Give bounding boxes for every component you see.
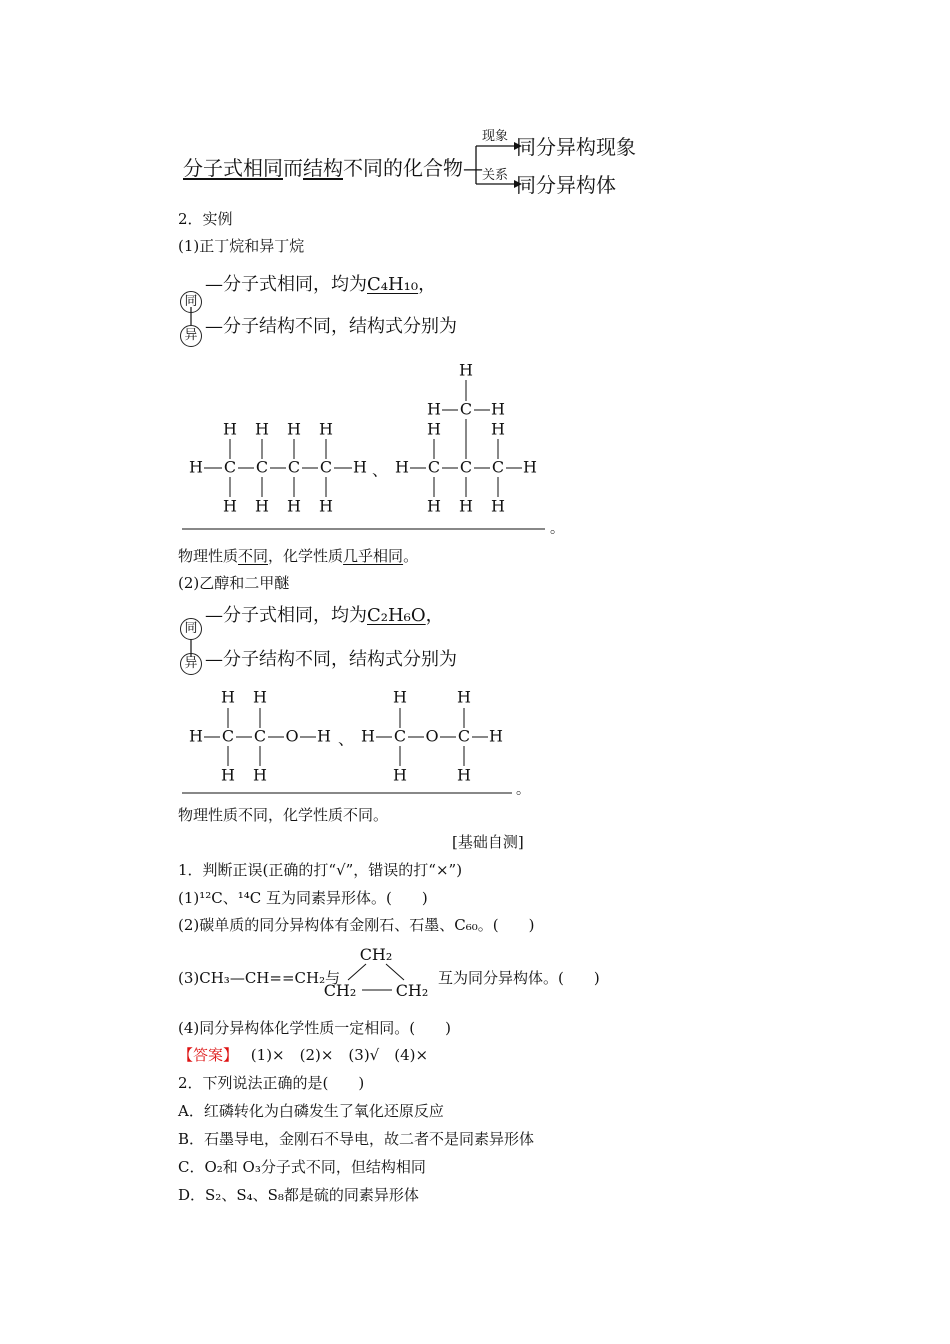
question1-item1: (1)¹²C、¹⁴C 互为同素异形体。( )	[178, 889, 428, 907]
atom: H	[489, 726, 503, 746]
ex1-prop-e: 。	[403, 547, 419, 565]
atom: H	[353, 457, 367, 477]
atom: H	[223, 496, 237, 516]
definition-main-c: 结构	[303, 156, 343, 180]
answer-text: (1)× (2)× (3)√ (4)×	[250, 1046, 429, 1064]
ex2-diff-line: —分子结构不同，结构式分别为	[205, 649, 457, 670]
option-c: C．O₂和 O₃分子式不同，但结构相同	[178, 1158, 426, 1176]
atom: O	[285, 726, 299, 746]
question1: 1．判断正误(正确的打“√”，错误的打“×”)	[178, 861, 463, 879]
atom: H	[255, 419, 269, 439]
atom: H	[491, 496, 505, 516]
question1-item3-a: (3)CH₃—CH==CH₂与	[178, 969, 341, 987]
ring-left: CH₂	[323, 981, 357, 1000]
atom: H	[319, 419, 333, 439]
atom: C	[319, 457, 333, 477]
ex1-prop-b: 不同	[238, 547, 269, 565]
atom: H	[189, 457, 203, 477]
atom: H	[361, 726, 375, 746]
atom: H	[393, 765, 407, 785]
atom: H	[255, 496, 269, 516]
atom: H	[427, 419, 441, 439]
answer-label: 【答案】	[178, 1046, 239, 1064]
ex1-same-suffix: ，	[418, 274, 437, 295]
ex2-same-prefix: —分子式相同，均为	[205, 605, 367, 626]
definition-dash: —	[463, 156, 483, 180]
ethanol-ether-structures	[180, 682, 530, 798]
ex1-formula: C₄H₁₀	[367, 274, 419, 295]
badge-diff-2: 异	[180, 653, 202, 675]
result-isomer: 同分异构体	[516, 173, 616, 197]
separator: 、	[337, 729, 355, 749]
atom: C	[253, 726, 267, 746]
atom: O	[425, 726, 439, 746]
atom: H	[317, 726, 331, 746]
separator: 、	[371, 460, 389, 480]
atom: H	[253, 687, 267, 707]
atom: H	[427, 496, 441, 516]
option-a: A．红磷转化为白磷发生了氧化还原反应	[178, 1102, 444, 1120]
result-phenomenon: 同分异构现象	[516, 135, 636, 159]
atom: H	[393, 687, 407, 707]
atom: H	[459, 360, 473, 380]
atom: H	[427, 399, 441, 419]
section2-heading: 2．实例	[178, 210, 233, 228]
example1-title: (1)正丁烷和异丁烷	[178, 237, 305, 255]
atom: H	[221, 765, 235, 785]
atom: C	[223, 457, 237, 477]
atom: C	[427, 457, 441, 477]
atom: H	[459, 496, 473, 516]
butane-structures	[180, 355, 564, 545]
atom: H	[395, 457, 409, 477]
atom: H	[457, 687, 471, 707]
question1-item2: (2)碳单质的同分异构体有金刚石、石墨、C₆₀。( )	[178, 916, 535, 934]
badge-diff-1: 异	[180, 325, 202, 347]
ring-right: CH₂	[395, 981, 429, 1000]
cyclopropane-structure	[320, 942, 432, 1008]
ex2-same-suffix: ，	[425, 605, 444, 626]
atom: H	[491, 399, 505, 419]
selftest-heading: [基础自测]	[452, 833, 524, 851]
atom: H	[189, 726, 203, 746]
atom: C	[255, 457, 269, 477]
atom: C	[491, 457, 505, 477]
ex1-prop-a: 物理性质	[178, 547, 239, 565]
badge-same-2: 同	[180, 618, 202, 640]
end-mark: 。	[550, 521, 564, 537]
question1-item4: (4)同分异构体化学性质一定相同。( )	[178, 1019, 451, 1037]
atom: C	[393, 726, 407, 746]
ex2-same-line	[205, 604, 444, 628]
label-phenomenon: 现象	[482, 129, 509, 144]
atom: H	[223, 419, 237, 439]
ex2-properties: 物理性质不同，化学性质不同。	[178, 806, 389, 824]
ex2-formula: C₂H₆O	[367, 605, 426, 626]
atom: C	[459, 399, 473, 419]
atom: H	[287, 496, 301, 516]
badge-same-1: 同	[180, 291, 202, 313]
definition-main	[183, 156, 483, 180]
option-b: B．石墨导电，金刚石不导电，故二者不是同素异形体	[178, 1130, 535, 1148]
ex1-diff-line: —分子结构不同，结构式分别为	[205, 316, 457, 337]
ring-top: CH₂	[359, 945, 393, 964]
ex1-prop-d: 几乎相同	[343, 547, 404, 565]
atom: C	[221, 726, 235, 746]
definition-main-b: 而	[283, 156, 303, 180]
definition-main-a: 分子式相同	[183, 156, 283, 180]
atom: H	[491, 419, 505, 439]
atom: C	[459, 457, 473, 477]
label-relation: 关系	[482, 168, 509, 183]
atom: H	[253, 765, 267, 785]
atom: H	[523, 457, 537, 477]
question2: 2．下列说法正确的是( )	[178, 1074, 365, 1092]
ex1-same-line	[205, 273, 436, 297]
question1-item3-b: 互为同分异构体。( )	[438, 969, 600, 987]
ex1-properties	[178, 546, 418, 566]
ex1-prop-c: ，化学性质	[268, 547, 344, 565]
definition-main-d: 不同的化合物	[343, 156, 463, 180]
option-d: D．S₂、S₄、S₈都是硫的同素异形体	[178, 1186, 419, 1204]
ex1-same-prefix: —分子式相同，均为	[205, 274, 367, 295]
atom: C	[457, 726, 471, 746]
answer	[178, 1045, 428, 1065]
atom: H	[319, 496, 333, 516]
atom: H	[457, 765, 471, 785]
atom: H	[287, 419, 301, 439]
example2-title: (2)乙醇和二甲醚	[178, 574, 290, 592]
end-mark: 。	[516, 782, 530, 798]
atom: C	[287, 457, 301, 477]
atom: H	[221, 687, 235, 707]
